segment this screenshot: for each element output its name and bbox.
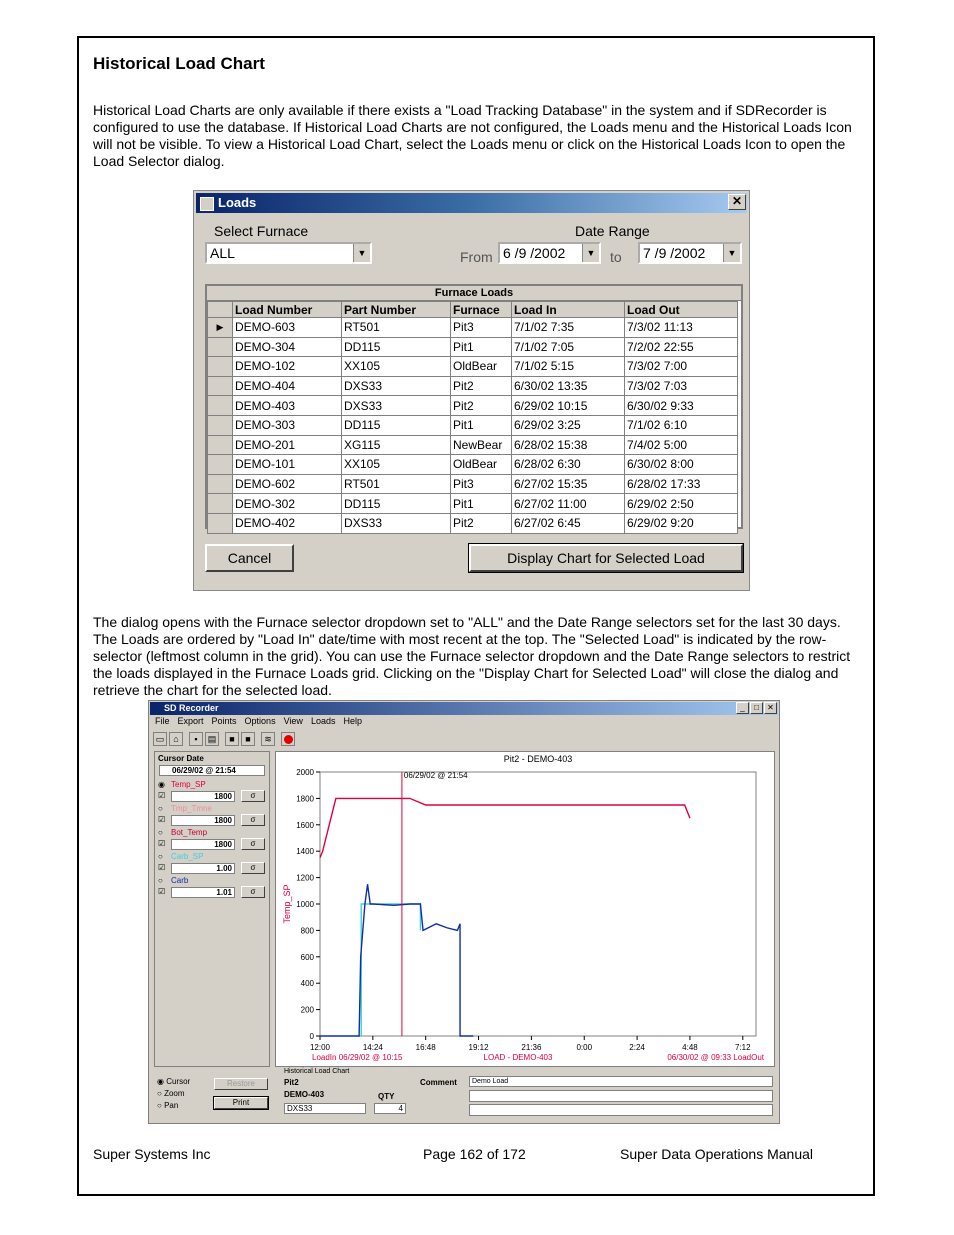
row-selector[interactable]: [208, 415, 233, 435]
x-tick-label: 2:24: [629, 1043, 645, 1052]
point-name: Carb_SP: [171, 852, 204, 861]
table-cell[interactable]: 6/30/02 8:00: [625, 455, 738, 475]
open-icon[interactable]: ⌂: [169, 732, 183, 746]
table-cell[interactable]: DEMO-101: [233, 455, 342, 475]
table-row[interactable]: [208, 455, 738, 475]
menu-item-file[interactable]: File: [155, 716, 170, 726]
table-cell[interactable]: 7/3/02 7:03: [625, 376, 738, 396]
table-cell[interactable]: 6/27/02 11:00: [512, 494, 625, 514]
table-cell[interactable]: DEMO-404: [233, 376, 342, 396]
y-tick-label: 1000: [296, 900, 314, 909]
loads-dialog-titlebar: [196, 193, 747, 213]
row-selector-header: [208, 302, 233, 318]
menu-item-loads[interactable]: Loads: [310, 716, 336, 726]
table-row[interactable]: [208, 435, 738, 455]
chevron-down-icon[interactable]: ▼: [723, 244, 740, 262]
furnace-value: Pit2: [284, 1078, 299, 1087]
table-cell[interactable]: 7/4/02 5:00: [625, 435, 738, 455]
y-tick-label: 1200: [296, 873, 314, 883]
row-selector[interactable]: [208, 455, 233, 475]
menu-item-view[interactable]: View: [283, 716, 303, 726]
menu-item-export[interactable]: Export: [177, 716, 204, 726]
point-value: 1.01: [171, 887, 235, 898]
point-name: Tmp_Tmne: [171, 804, 212, 813]
table-cell[interactable]: 6/29/02 3:25: [512, 415, 625, 435]
print-icon[interactable]: ▤: [205, 732, 219, 746]
y-tick-label: 200: [300, 1005, 314, 1015]
y-axis-label: Temp_SP: [282, 884, 292, 924]
x-tick-label: 14:24: [362, 1043, 383, 1052]
cursor-date-label: Cursor Date: [158, 754, 204, 763]
table-cell[interactable]: DEMO-102: [233, 357, 342, 377]
date-range-label: Date Range: [575, 223, 650, 239]
table-cell[interactable]: DD115: [342, 415, 451, 435]
load-value: DEMO-403: [284, 1090, 325, 1099]
y-tick-label: 2000: [296, 768, 314, 777]
table-cell[interactable]: 7/3/02 7:00: [625, 357, 738, 377]
row-selector[interactable]: [208, 474, 233, 494]
table-row[interactable]: [208, 494, 738, 514]
table-cell[interactable]: Pit1: [451, 415, 512, 435]
part-value: DXS33: [284, 1103, 366, 1114]
column-header[interactable]: Load Out: [625, 302, 738, 318]
to-date-picker[interactable]: [638, 242, 742, 264]
table-cell[interactable]: DEMO-304: [233, 337, 342, 357]
table-cell[interactable]: 6/29/02 2:50: [625, 494, 738, 514]
radio-pan[interactable]: ○ Pan: [157, 1101, 179, 1110]
chevron-down-icon[interactable]: ▼: [353, 244, 370, 262]
save-icon[interactable]: ▪: [189, 732, 203, 746]
table-cell[interactable]: 6/29/02 9:20: [625, 513, 738, 533]
point-radio[interactable]: ○: [158, 876, 163, 885]
table-cell[interactable]: 6/28/02 15:38: [512, 435, 625, 455]
point-value: 1.00: [171, 863, 235, 874]
close-icon[interactable]: ✕: [728, 194, 746, 210]
furnace-dropdown[interactable]: [205, 242, 372, 264]
intro-paragraph: Historical Load Charts are only available if there exists a "Load Tracking Database" in the system and if SDRecorder is configured to use the database. If Historical Load Charts are not configured, the Loads menu and the Historical Loads Icon will not be visible. To view a Historical Load Chart, select the Loads menu or click on the Historical Loads Icon to open the Load Selector dialog.: [93, 102, 852, 169]
table-cell[interactable]: 6/30/02 9:33: [625, 396, 738, 416]
window-icon: [200, 197, 214, 211]
menu-item-help[interactable]: Help: [343, 716, 362, 726]
table-cell[interactable]: DEMO-602: [233, 474, 342, 494]
point-radio[interactable]: ○: [158, 852, 163, 861]
column-header[interactable]: Part Number: [342, 302, 451, 318]
screen-icon[interactable]: ■: [241, 732, 255, 746]
menu-bar: [155, 716, 370, 726]
radio-zoom[interactable]: ○ Zoom: [157, 1089, 185, 1098]
table-cell[interactable]: XX105: [342, 455, 451, 475]
x-tick-label: 7:12: [734, 1043, 751, 1052]
table-cell[interactable]: 7/1/02 7:35: [512, 318, 625, 338]
restore-button[interactable]: Restore: [214, 1078, 268, 1090]
table-row[interactable]: [208, 318, 738, 338]
points-panel: [154, 751, 270, 1067]
display-chart-button[interactable]: Display Chart for Selected Load: [469, 544, 743, 572]
point-radio[interactable]: ○: [158, 828, 163, 837]
section-heading: Historical Load Chart: [93, 54, 265, 73]
comment-field[interactable]: Demo Load: [469, 1076, 773, 1087]
y-tick-label: 1600: [296, 820, 314, 830]
loads-dialog: [193, 190, 750, 591]
x-tick-label: 12:00: [309, 1043, 331, 1052]
table-cell[interactable]: DEMO-402: [233, 513, 342, 533]
chart: [276, 752, 774, 1066]
table-row[interactable]: [208, 396, 738, 416]
table-cell[interactable]: DXS33: [342, 376, 451, 396]
point-name: Carb: [171, 876, 189, 885]
table-cell[interactable]: DEMO-403: [233, 396, 342, 416]
cursor-date-value: 06/29/02 @ 21:54: [159, 765, 265, 776]
loads-table: [207, 301, 738, 534]
sd-recorder-title: SD Recorder: [164, 703, 219, 713]
table-cell[interactable]: Pit2: [451, 376, 512, 396]
cursor-readout: 06/29/02 @ 21:54: [403, 771, 468, 780]
sigma-button[interactable]: σ: [241, 838, 265, 850]
cancel-button[interactable]: Cancel: [205, 544, 294, 572]
new-icon[interactable]: ▭: [153, 732, 167, 746]
table-cell[interactable]: DXS33: [342, 513, 451, 533]
sigma-button[interactable]: σ: [241, 790, 265, 802]
from-date-picker[interactable]: [498, 242, 601, 264]
maximize-icon[interactable]: □: [750, 702, 763, 714]
load-in-label: LoadIn 06/29/02 @ 10:15: [312, 1053, 403, 1062]
table-row[interactable]: [208, 474, 738, 494]
chart-icon[interactable]: ≋: [261, 732, 275, 746]
comment-label: Comment: [420, 1078, 457, 1087]
row-selector[interactable]: [208, 376, 233, 396]
row-selector[interactable]: [208, 494, 233, 514]
table-row[interactable]: [208, 376, 738, 396]
table-cell[interactable]: DD115: [342, 337, 451, 357]
black-square-icon[interactable]: ■: [225, 732, 239, 746]
table-cell[interactable]: 6/28/02 6:30: [512, 455, 625, 475]
column-header[interactable]: Furnace: [451, 302, 512, 318]
column-header[interactable]: Load Number: [233, 302, 342, 318]
row-selector[interactable]: [208, 435, 233, 455]
qty-value: 4: [374, 1103, 406, 1114]
furnace-loads-grid: [205, 284, 743, 529]
table-cell[interactable]: NewBear: [451, 435, 512, 455]
table-cell[interactable]: DEMO-603: [233, 318, 342, 338]
historical-load-chart-label: Historical Load Chart: [284, 1068, 350, 1075]
table-cell[interactable]: Pit2: [451, 396, 512, 416]
table-cell[interactable]: OldBear: [451, 455, 512, 475]
table-cell[interactable]: Pit3: [451, 318, 512, 338]
chart-panel: [275, 751, 775, 1067]
table-cell[interactable]: RT501: [342, 318, 451, 338]
table-cell[interactable]: 6/28/02 17:33: [625, 474, 738, 494]
footer-page-number: Page 162 of 172: [423, 1146, 526, 1162]
table-cell[interactable]: XG115: [342, 435, 451, 455]
select-furnace-label: Select Furnace: [214, 223, 309, 239]
point-checkbox[interactable]: ☑: [158, 839, 166, 848]
x-tick-label: 19:12: [468, 1043, 489, 1052]
point-name: Bot_Temp: [171, 828, 208, 837]
sigma-button[interactable]: σ: [241, 814, 265, 826]
row-selector[interactable]: [208, 337, 233, 357]
table-cell[interactable]: DXS33: [342, 396, 451, 416]
y-tick-label: 1400: [296, 847, 314, 857]
table-row[interactable]: [208, 415, 738, 435]
table-cell[interactable]: RT501: [342, 474, 451, 494]
table-row[interactable]: [208, 337, 738, 357]
table-cell[interactable]: 6/27/02 15:35: [512, 474, 625, 494]
row-selector[interactable]: [208, 513, 233, 533]
comment-line-3[interactable]: [469, 1104, 773, 1116]
from-label: From: [460, 249, 493, 265]
close-icon[interactable]: ✕: [764, 702, 777, 714]
x-tick-label: 4:48: [682, 1043, 698, 1052]
y-tick-label: 800: [300, 926, 314, 936]
x-tick-label: 16:48: [415, 1043, 436, 1052]
sigma-button[interactable]: σ: [241, 886, 265, 898]
table-cell[interactable]: 6/29/02 10:15: [512, 396, 625, 416]
row-selector[interactable]: [208, 396, 233, 416]
table-row[interactable]: [208, 357, 738, 377]
footer-company: Super Systems Inc: [93, 1146, 211, 1162]
comment-line-2[interactable]: [469, 1090, 773, 1102]
historical-loads-icon[interactable]: [281, 732, 295, 746]
table-cell[interactable]: DEMO-201: [233, 435, 342, 455]
point-checkbox[interactable]: ☑: [158, 815, 166, 824]
footer-manual-title: Super Data Operations Manual: [620, 1146, 813, 1162]
load-info-panel: [154, 1068, 774, 1121]
table-cell[interactable]: DEMO-303: [233, 415, 342, 435]
chart-title: Pit2 - DEMO-403: [503, 754, 573, 764]
menu-item-options[interactable]: Options: [244, 716, 276, 726]
x-tick-label: 0:00: [576, 1043, 593, 1052]
table-cell[interactable]: DEMO-302: [233, 494, 342, 514]
table-cell[interactable]: OldBear: [451, 357, 512, 377]
to-label: to: [610, 249, 622, 265]
point-checkbox[interactable]: ☑: [158, 791, 166, 800]
table-cell[interactable]: 7/1/02 7:05: [512, 337, 625, 357]
point-name: Temp_SP: [171, 780, 206, 789]
load-name-label: LOAD - DEMO-403: [483, 1053, 553, 1062]
table-cell[interactable]: 7/1/02 6:10: [625, 415, 738, 435]
table-row[interactable]: [208, 513, 738, 533]
y-tick-label: 600: [300, 952, 314, 962]
table-cell[interactable]: Pit1: [451, 494, 512, 514]
point-value: 1800: [171, 839, 235, 850]
table-cell[interactable]: XX105: [342, 357, 451, 377]
furnace-dropdown-value: ALL: [210, 245, 235, 261]
sd-recorder-titlebar: [150, 702, 778, 715]
chevron-down-icon[interactable]: ▼: [582, 244, 599, 262]
sd-recorder-window: [148, 700, 780, 1124]
menu-item-points[interactable]: Points: [211, 716, 237, 726]
y-tick-label: 400: [300, 979, 314, 989]
table-cell[interactable]: Pit2: [451, 513, 512, 533]
table-cell[interactable]: 7/2/02 22:55: [625, 337, 738, 357]
row-selector[interactable]: [208, 357, 233, 377]
point-value: 1800: [171, 815, 235, 826]
table-cell[interactable]: Pit3: [451, 474, 512, 494]
point-checkbox[interactable]: ☑: [158, 863, 166, 872]
sigma-button[interactable]: σ: [241, 862, 265, 874]
table-cell[interactable]: Pit1: [451, 337, 512, 357]
loads-dialog-title: Loads: [218, 195, 257, 210]
print-button[interactable]: Print: [214, 1097, 268, 1109]
from-date-value: 6 /9 /2002: [503, 245, 566, 261]
table-cell[interactable]: 7/1/02 5:15: [512, 357, 625, 377]
qty-label: QTY: [378, 1092, 395, 1101]
column-header[interactable]: Load In: [512, 302, 625, 318]
point-radio[interactable]: ○: [158, 804, 163, 813]
to-date-value: 7 /9 /2002: [643, 245, 706, 261]
radio-cursor[interactable]: ◉ Cursor: [157, 1077, 191, 1086]
point-checkbox[interactable]: ☑: [158, 887, 166, 896]
row-selector-arrow-icon[interactable]: ▶: [208, 318, 233, 338]
y-tick-label: 0: [309, 1032, 314, 1041]
table-cell[interactable]: DD115: [342, 494, 451, 514]
grid-caption: Furnace Loads: [207, 286, 741, 301]
point-value: 1800: [171, 791, 235, 802]
table-cell[interactable]: 7/3/02 11:13: [625, 318, 738, 338]
minimize-icon[interactable]: _: [736, 702, 749, 714]
y-tick-label: 1800: [296, 794, 314, 804]
x-tick-label: 21:36: [521, 1043, 542, 1052]
point-radio[interactable]: ◉: [158, 780, 165, 789]
table-cell[interactable]: 6/27/02 6:45: [512, 513, 625, 533]
description-paragraph: The dialog opens with the Furnace selector dropdown set to "ALL" and the Date Range selectors set for the last 30 days. The Loads are ordered by "Load In" date/time with most recent at the top. The "Selected Load" is indicated by the row-selector (leftmost column in the grid). You can use the Furnace selector dropdown and the Date Range selectors to restrict the loads displayed in the Furnace Loads grid. Clicking on the "Display Chart for Selected Load" will close the dialog and retrieve the chart for the selected load.: [93, 614, 851, 698]
load-out-label: 06/30/02 @ 09:33 LoadOut: [667, 1053, 764, 1062]
table-cell[interactable]: 6/30/02 13:35: [512, 376, 625, 396]
